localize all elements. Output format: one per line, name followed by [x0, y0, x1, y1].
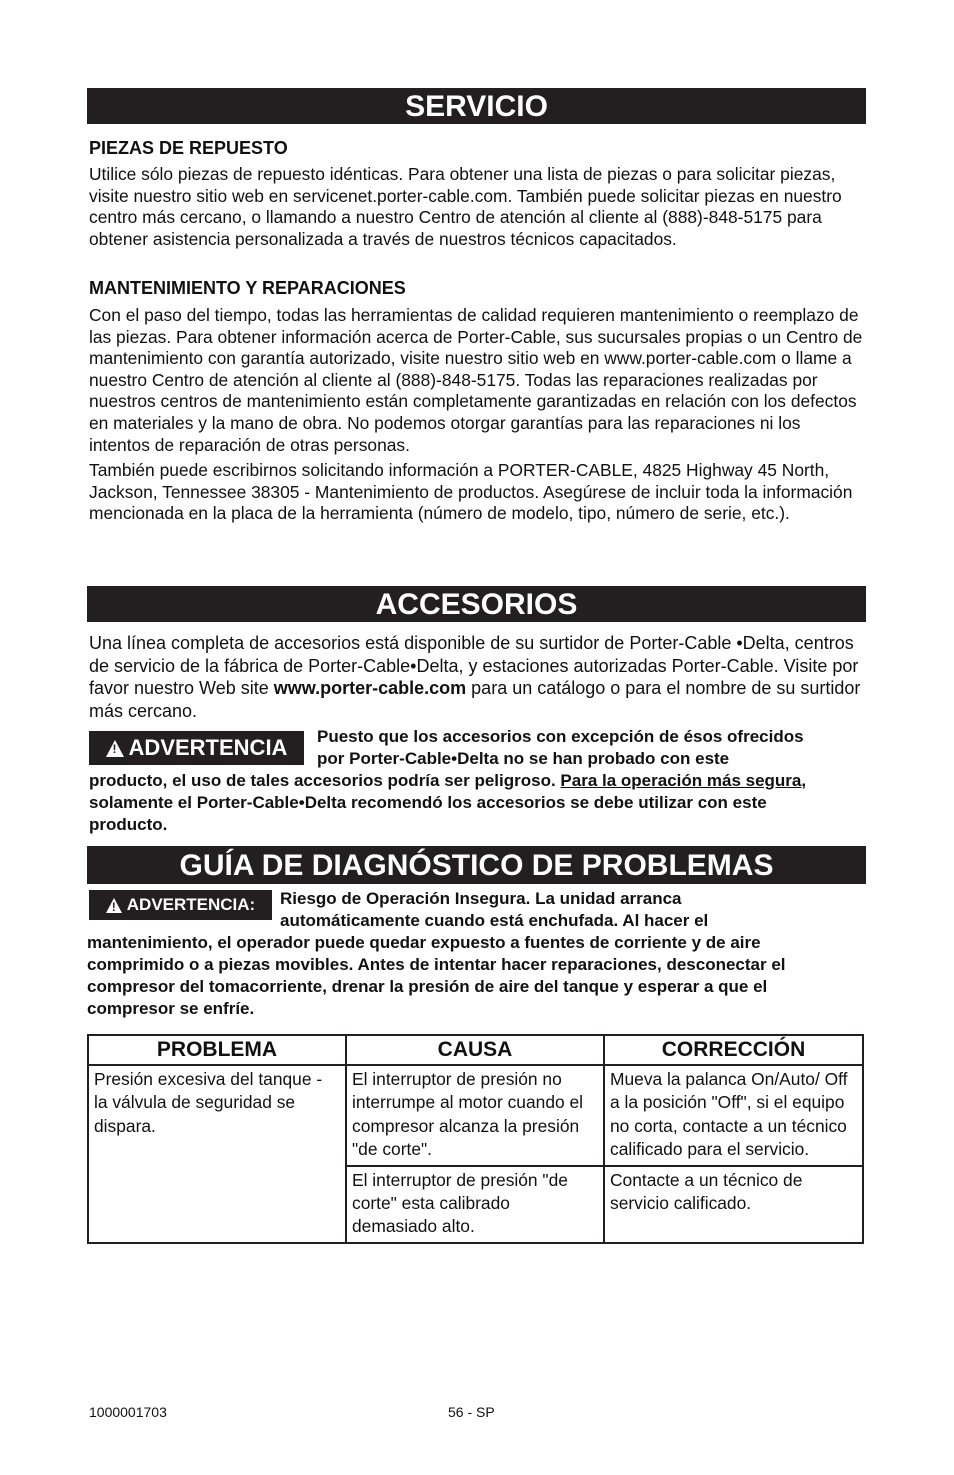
warning-icon	[106, 740, 124, 757]
table-header-row	[88, 1035, 863, 1065]
accesorios-title: ACCESORIOS	[375, 588, 578, 621]
accesorios-text-1: Una línea completa de accesorios está disponible de su surtidor de Porter-Cable •Delta, centros de servicio de la fábrica de Porter-Cable•Delta, y estaciones autorizadas Porter-Cable. Visite por favor nuestro Web site	[89, 633, 859, 698]
problem-cell: Presión excesiva del tanque - la válvula de seguridad se dispara.	[88, 1065, 346, 1243]
accesorios-warning-line-2: por Porter-Cable•Delta no se han probado con este	[317, 749, 730, 768]
correction-cell: Mueva la palanca On/Auto/ Off a la posición "Off", si el equipo no corta, contacte a un técnico calificado para el servicio.	[604, 1065, 863, 1166]
header-problema: PROBLEMA	[88, 1035, 346, 1065]
guia-title: GUÍA DE DIAGNÓSTICO DE PROBLEMAS	[179, 849, 774, 882]
advertencia-badge-2	[89, 890, 272, 920]
table-row	[88, 1065, 863, 1166]
warning-icon-2	[106, 898, 122, 913]
mantenimiento-paragraph	[89, 305, 864, 525]
cause-cell: El interruptor de presión "de corte" esta calibrado demasiado alto.	[346, 1166, 604, 1243]
header-causa: CAUSA	[346, 1035, 604, 1065]
piezas-paragraph	[89, 164, 864, 250]
accesorios-banner	[87, 586, 866, 622]
troubleshooting-table	[87, 1034, 864, 1244]
accesorios-link: www.porter-cable.com	[273, 678, 467, 698]
correction-cell: Contacte a un técnico de servicio calificado.	[604, 1166, 863, 1243]
header-correccion: CORRECCIÓN	[604, 1035, 863, 1065]
advertencia-badge	[89, 731, 304, 765]
advertencia-label: ADVERTENCIA	[128, 735, 288, 760]
piezas-heading: PIEZAS DE REPUESTO	[89, 138, 288, 158]
guia-warning-line-2: automáticamente cuando está enchufada. Al hacer el	[280, 911, 709, 930]
accesorios-warning-body	[89, 770, 849, 836]
cause-cell: El interruptor de presión no interrumpe al motor cuando el compresor alcanza la presión "de corte".	[346, 1065, 604, 1166]
doc-number: 1000001703	[89, 1404, 167, 1420]
page-number: 56 - SP	[448, 1404, 495, 1420]
mantenimiento-text-2: También puede escribirnos solicitando información a PORTER-CABLE, 4825 Highway 45 North, Jackson, Tennessee 38305 - Mantenimiento de productos. Asegúrese de incluir toda la información mencionada en la placa de la herramienta (número de modelo, tipo, número de serie, etc.).	[89, 460, 853, 524]
accesorios-text-2: para un catálogo o para el nombre de su surtidor más cercano.	[89, 678, 861, 721]
guia-warning-line-1: Riesgo de Operación Insegura. La unidad arranca	[280, 889, 682, 908]
piezas-text: Utilice sólo piezas de repuesto idénticas. Para obtener una lista de piezas o para solicitar piezas, visite nuestro sitio web en servicenet.porter-cable.com. También puede solicitar piezas en nuestro centro más cercano, o llamando a nuestro Centro de atención al cliente al (888)-848-5175 para obtener asistencia personalizada a través de nuestros técnicos capacitados.	[89, 164, 842, 249]
accesorios-warning-line-1: Puesto que los accesorios con excepción de ésos ofrecidos	[317, 727, 804, 746]
mantenimiento-heading: MANTENIMIENTO Y REPARACIONES	[89, 278, 406, 298]
guia-banner	[87, 846, 866, 884]
accesorios-warning-rest-a: producto, el uso de tales accesorios podría ser peligroso.	[89, 771, 556, 790]
guia-warning-body: mantenimiento, el operador puede quedar expuesto a fuentes de corriente y de aire comprimido o a piezas movibles. Antes de intentar hacer reparaciones, desconectar el compresor del tomacorriente, drenar la presión de aire del tanque y esperar a que el compresor se enfríe.	[87, 933, 786, 1018]
servicio-banner	[87, 88, 866, 124]
mantenimiento-text-1: Con el paso del tiempo, todas las herramientas de calidad requieren mantenimiento o reemplazo de las piezas. Para obtener información acerca de Porter-Cable, sus sucursales propias o un Centro de mantenimiento con garantía autorizado, visite nuestro sitio web en www.porter-cable.com o llame a nuestro Centro de atención al cliente al (888)-848-5175. Todas las reparaciones realizadas por nuestros centros de mantenimiento están completamente garantizadas en relación con los defectos en materiales y la mano de obra. No podemos otorgar garantías para las reparaciones ni los intentos de reparación de otras personas.	[89, 305, 863, 455]
accesorios-warning-rest-b: , solamente el Porter-Cable•Delta recomendó los accesorios se debe utilizar con este producto.	[89, 771, 807, 834]
servicio-title: SERVICIO	[405, 90, 548, 123]
accesorios-warning-underlined: Para la operación más segura	[560, 771, 802, 790]
accesorios-paragraph	[89, 632, 864, 722]
advertencia-label-2: ADVERTENCIA:	[126, 895, 256, 914]
